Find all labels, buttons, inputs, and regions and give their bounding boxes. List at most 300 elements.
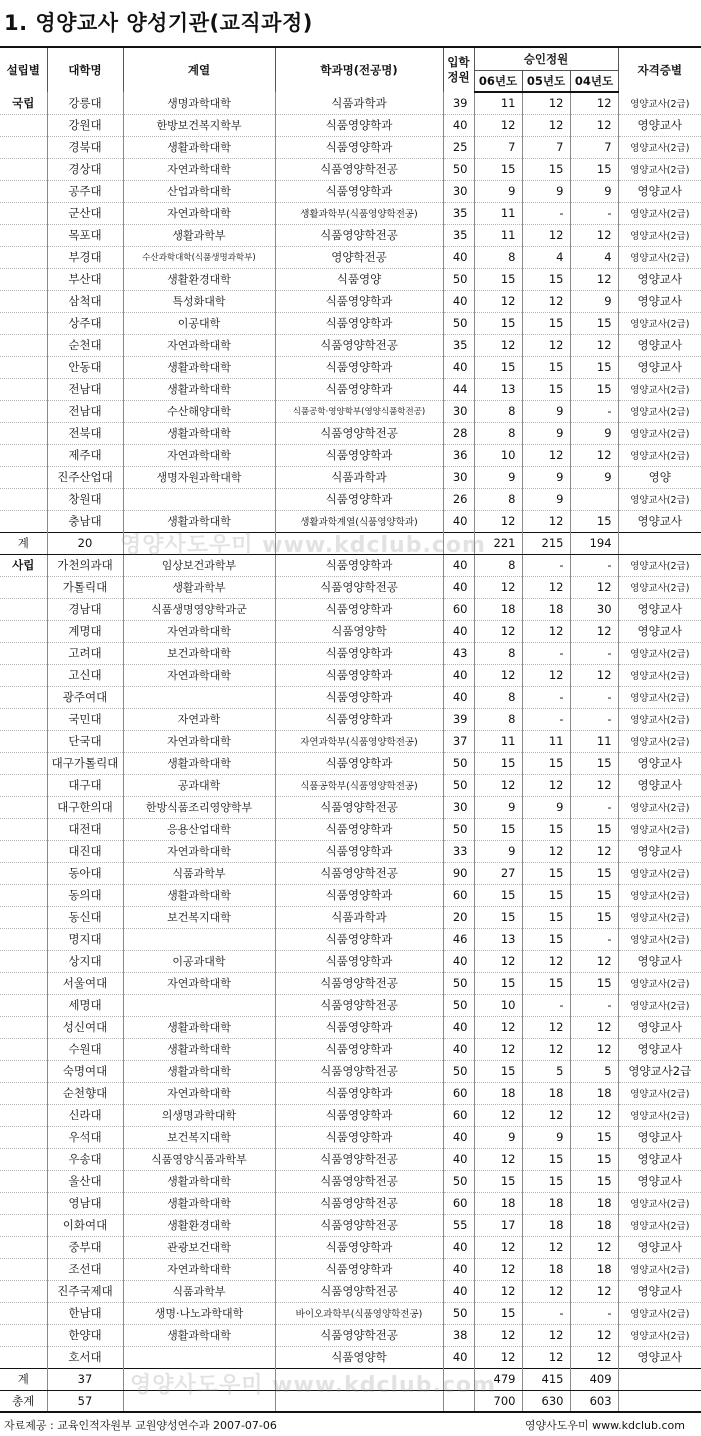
cell-type: [0, 290, 47, 312]
cell-quota: 38: [443, 1324, 474, 1346]
cell-quota: 50: [443, 312, 474, 334]
cell-approved-05: 15: [522, 972, 570, 994]
cell-university: 상지대: [47, 950, 123, 972]
cell-approved-04: 12: [570, 950, 618, 972]
cell-department: 식품영양학전공: [275, 1192, 443, 1214]
cell-university: 경상대: [47, 158, 123, 180]
cell-quota: 55: [443, 1214, 474, 1236]
cell-approved-06: 12: [474, 1038, 522, 1060]
cell-department: 식품영양학전공: [275, 158, 443, 180]
cell-university: 성신여대: [47, 1016, 123, 1038]
cell-approved-04: 15: [570, 862, 618, 884]
cell-college: 생활과학대학: [123, 1324, 275, 1346]
cell-quota: 90: [443, 862, 474, 884]
cell-type: [0, 950, 47, 972]
table-row: [0, 466, 701, 488]
cell-approved-05: 9: [522, 488, 570, 510]
cell-university: 우송대: [47, 1148, 123, 1170]
cell-college: 생활과학대학: [123, 510, 275, 532]
cell-approved-04: 4: [570, 246, 618, 268]
cell-approved-05: 15: [522, 312, 570, 334]
cell-quota: 30: [443, 180, 474, 202]
cell-quota: 40: [443, 510, 474, 532]
cell-department: 영양학전공: [275, 246, 443, 268]
cell-approved-04: 12: [570, 664, 618, 686]
cell-university: 경남대: [47, 598, 123, 620]
cell-approved-05: 12: [522, 1280, 570, 1302]
cell-university: 숙명여대: [47, 1060, 123, 1082]
cell-college: 자연과학대학: [123, 730, 275, 752]
cell-quota: 40: [443, 356, 474, 378]
cell-certificate: 영양교사: [618, 1148, 701, 1170]
cell-university: 동아대: [47, 862, 123, 884]
table-row: [0, 1170, 701, 1192]
cell-approved-06: 8: [474, 422, 522, 444]
cell-quota: 40: [443, 1016, 474, 1038]
cell-approved-05: 415: [522, 1368, 570, 1390]
cell-college: 산업과학대학: [123, 180, 275, 202]
cell-department: 식품영양학과: [275, 1258, 443, 1280]
table-body: [0, 92, 701, 1412]
cell-type: [0, 862, 47, 884]
cell-college: 생활과학대학: [123, 1192, 275, 1214]
cell-department: 식품영양학과: [275, 136, 443, 158]
cell-approved-04: 7: [570, 136, 618, 158]
cell-department: 식품영양학과: [275, 290, 443, 312]
cell-type: [0, 224, 47, 246]
cell-department: 식품영양학전공: [275, 334, 443, 356]
cell-quota: 40: [443, 664, 474, 686]
cell-approved-06: 15: [474, 158, 522, 180]
cell-approved-06: 700: [474, 1390, 522, 1412]
cell-certificate: 영양교사(2급): [618, 202, 701, 224]
cell-type: [0, 136, 47, 158]
cell-university: 경북대: [47, 136, 123, 158]
header-university: 대학명: [47, 47, 123, 92]
cell-certificate: 영양교사: [618, 356, 701, 378]
cell-quota: 26: [443, 488, 474, 510]
cell-approved-05: 12: [522, 92, 570, 114]
cell-type: [0, 158, 47, 180]
cell-quota: 40: [443, 246, 474, 268]
cell-approved-04: 603: [570, 1390, 618, 1412]
cell-department: 식품영양학과: [275, 356, 443, 378]
cell-approved-06: 17: [474, 1214, 522, 1236]
table-row: [0, 576, 701, 598]
cell-type: [0, 1236, 47, 1258]
cell-department: 식품영양학과: [275, 1104, 443, 1126]
cell-approved-06: 11: [474, 730, 522, 752]
cell-approved-04: 15: [570, 378, 618, 400]
cell-university: 영남대: [47, 1192, 123, 1214]
cell-college: [123, 1390, 275, 1412]
cell-department: 식품영양학전공: [275, 576, 443, 598]
cell-department: 식품영양학과: [275, 444, 443, 466]
cell-university: 우석대: [47, 1126, 123, 1148]
cell-college: 생활환경대학: [123, 1214, 275, 1236]
cell-type: [0, 708, 47, 730]
cell-quota: 25: [443, 136, 474, 158]
table-row: [0, 708, 701, 730]
cell-certificate: 영양교사: [618, 1038, 701, 1060]
cell-approved-04: 15: [570, 312, 618, 334]
cell-quota: 44: [443, 378, 474, 400]
cell-certificate: 영양교사: [618, 1236, 701, 1258]
cell-department: 식품영양학: [275, 1346, 443, 1368]
cell-university: 삼척대: [47, 290, 123, 312]
cell-college: 식품생명영양학과군: [123, 598, 275, 620]
cell-approved-05: 12: [522, 1324, 570, 1346]
cell-university: 동의대: [47, 884, 123, 906]
table-row: [0, 356, 701, 378]
cell-department: 식품영양학과: [275, 686, 443, 708]
cell-type: 총계: [0, 1390, 47, 1412]
cell-approved-05: 15: [522, 884, 570, 906]
cell-quota: 50: [443, 1060, 474, 1082]
total-row: [0, 1368, 701, 1390]
cell-university: 신라대: [47, 1104, 123, 1126]
cell-certificate: 영양교사2급: [618, 1060, 701, 1082]
cell-approved-05: -: [522, 642, 570, 664]
cell-quota: 60: [443, 598, 474, 620]
cell-quota: 60: [443, 884, 474, 906]
table-row: [0, 1236, 701, 1258]
cell-certificate: 영양교사(2급): [618, 378, 701, 400]
cell-approved-04: 12: [570, 1104, 618, 1126]
table-row: [0, 884, 701, 906]
cell-approved-04: -: [570, 1302, 618, 1324]
cell-university: 대구대: [47, 774, 123, 796]
cell-type: [0, 466, 47, 488]
cell-certificate: 영양교사(2급): [618, 312, 701, 334]
cell-approved-05: 12: [522, 840, 570, 862]
cell-certificate: 영양교사: [618, 1126, 701, 1148]
cell-certificate: 영양교사: [618, 1280, 701, 1302]
cell-approved-06: 8: [474, 554, 522, 576]
cell-type: 계: [0, 532, 47, 554]
cell-approved-05: 15: [522, 356, 570, 378]
cell-department: 식품영양학과: [275, 114, 443, 136]
table-row: [0, 928, 701, 950]
cell-university: 동신대: [47, 906, 123, 928]
cell-certificate: 영양: [618, 466, 701, 488]
cell-quota: 43: [443, 642, 474, 664]
cell-college: 자연과학대학: [123, 620, 275, 642]
cell-quota: 40: [443, 290, 474, 312]
cell-quota: 50: [443, 774, 474, 796]
cell-certificate: 영양교사(2급): [618, 884, 701, 906]
cell-type: [0, 114, 47, 136]
cell-university: 한남대: [47, 1302, 123, 1324]
cell-approved-05: -: [522, 994, 570, 1016]
cell-approved-06: 15: [474, 906, 522, 928]
cell-certificate: 영양교사: [618, 510, 701, 532]
cell-university: 대전대: [47, 818, 123, 840]
cell-approved-04: 12: [570, 620, 618, 642]
cell-quota: [443, 1390, 474, 1412]
cell-type: [0, 1170, 47, 1192]
cell-approved-04: 18: [570, 1258, 618, 1280]
table-row: [0, 312, 701, 334]
cell-approved-06: 18: [474, 1192, 522, 1214]
table-row: [0, 400, 701, 422]
cell-approved-06: 15: [474, 1302, 522, 1324]
cell-university: 20: [47, 532, 123, 554]
cell-certificate: 영양교사: [618, 1346, 701, 1368]
cell-university: 호서대: [47, 1346, 123, 1368]
cell-type: [0, 180, 47, 202]
cell-approved-06: 13: [474, 928, 522, 950]
cell-type: [0, 246, 47, 268]
cell-quota: 40: [443, 576, 474, 598]
cell-department: 식품영양학전공: [275, 1324, 443, 1346]
total-row: [0, 532, 701, 554]
cell-approved-04: 12: [570, 1038, 618, 1060]
cell-department: 식품영양: [275, 268, 443, 290]
watermark: 영양사도우미 www.kdclub.com: [130, 1373, 496, 1398]
cell-certificate: 영양교사(2급): [618, 994, 701, 1016]
cell-approved-04: 15: [570, 818, 618, 840]
cell-university: 대진대: [47, 840, 123, 862]
cell-approved-04: -: [570, 642, 618, 664]
cell-certificate: 영양교사(2급): [618, 1192, 701, 1214]
cell-certificate: 영양교사: [618, 1016, 701, 1038]
cell-certificate: [618, 1368, 701, 1390]
cell-certificate: 영양교사(2급): [618, 554, 701, 576]
cell-quota: 50: [443, 1170, 474, 1192]
table-row: [0, 334, 701, 356]
cell-approved-06: 15: [474, 972, 522, 994]
cell-department: 식품공학부(식품영양학전공): [275, 774, 443, 796]
cell-quota: 35: [443, 202, 474, 224]
cell-approved-04: 18: [570, 1082, 618, 1104]
cell-certificate: 영양교사(2급): [618, 488, 701, 510]
table-row: [0, 950, 701, 972]
site-credit: 영양사도우미 www.kdclub.com: [524, 1419, 685, 1432]
cell-quota: 40: [443, 1126, 474, 1148]
cell-quota: [443, 532, 474, 554]
cell-college: 자연과학대학: [123, 444, 275, 466]
cell-type: [0, 1192, 47, 1214]
table-row: [0, 268, 701, 290]
cell-department: 식품영양학전공: [275, 1214, 443, 1236]
cell-quota: 60: [443, 1192, 474, 1214]
cell-approved-06: 10: [474, 444, 522, 466]
table-row: [0, 488, 701, 510]
cell-approved-06: 15: [474, 1060, 522, 1082]
table-row: [0, 994, 701, 1016]
cell-department: 식품영양학과: [275, 554, 443, 576]
cell-university: 가톨릭대: [47, 576, 123, 598]
cell-college: 자연과학대학: [123, 1258, 275, 1280]
cell-quota: 40: [443, 114, 474, 136]
cell-approved-05: 12: [522, 1038, 570, 1060]
cell-college: [123, 686, 275, 708]
cell-approved-06: 12: [474, 1016, 522, 1038]
cell-approved-05: 15: [522, 158, 570, 180]
cell-certificate: 영양교사(2급): [618, 1104, 701, 1126]
cell-college: 생활과학대학: [123, 752, 275, 774]
cell-type: [0, 1302, 47, 1324]
cell-type: [0, 268, 47, 290]
cell-department: 식품공학·영양학부(영양식품학전공): [275, 400, 443, 422]
cell-college: 생활과학부: [123, 224, 275, 246]
table-row: [0, 686, 701, 708]
cell-type: [0, 576, 47, 598]
table-row: [0, 1214, 701, 1236]
cell-approved-06: 8: [474, 686, 522, 708]
cell-approved-06: 18: [474, 1082, 522, 1104]
cell-approved-04: 12: [570, 1016, 618, 1038]
cell-type: [0, 356, 47, 378]
cell-type: [0, 1104, 47, 1126]
cell-department: 식품영양학전공: [275, 1148, 443, 1170]
cell-type: [0, 1016, 47, 1038]
cell-approved-05: 15: [522, 928, 570, 950]
cell-approved-04: 15: [570, 752, 618, 774]
cell-approved-04: 12: [570, 774, 618, 796]
cell-quota: 50: [443, 268, 474, 290]
table-row: [0, 510, 701, 532]
source-note: 자료제공 : 교육인적자원부 교원양성연수과 2007-07-06: [4, 1419, 277, 1432]
cell-quota: 50: [443, 158, 474, 180]
cell-type: 국립: [0, 92, 47, 114]
cell-approved-06: 12: [474, 576, 522, 598]
cell-university: 강원대: [47, 114, 123, 136]
cell-approved-05: 12: [522, 774, 570, 796]
cell-certificate: 영양교사: [618, 950, 701, 972]
cell-approved-04: 12: [570, 444, 618, 466]
cell-approved-05: 18: [522, 1082, 570, 1104]
cell-department: 생활과학계열(식품영양학과): [275, 510, 443, 532]
cell-university: 대구가톨릭대: [47, 752, 123, 774]
cell-college: 식품과학부: [123, 862, 275, 884]
cell-approved-06: 9: [474, 840, 522, 862]
cell-type: [0, 598, 47, 620]
page-title: 1. 영양교사 양성기관(교직과정): [4, 11, 313, 35]
cell-university: 부산대: [47, 268, 123, 290]
cell-department: 식품영양학과: [275, 1016, 443, 1038]
cell-quota: 60: [443, 1104, 474, 1126]
cell-approved-05: 18: [522, 1258, 570, 1280]
cell-certificate: 영양교사(2급): [618, 444, 701, 466]
cell-type: [0, 884, 47, 906]
cell-quota: 40: [443, 1148, 474, 1170]
cell-certificate: 영양교사: [618, 752, 701, 774]
table-row: [0, 202, 701, 224]
table-row: [0, 180, 701, 202]
cell-quota: 35: [443, 224, 474, 246]
cell-college: 생활과학대학: [123, 1170, 275, 1192]
cell-approved-06: 15: [474, 884, 522, 906]
cell-approved-06: 8: [474, 246, 522, 268]
cell-college: [123, 994, 275, 1016]
cell-university: 이화여대: [47, 1214, 123, 1236]
cell-department: 식품영양학과: [275, 708, 443, 730]
cell-university: 세명대: [47, 994, 123, 1016]
table-row: [0, 92, 701, 114]
cell-university: 울산대: [47, 1170, 123, 1192]
table-row: [0, 1346, 701, 1368]
cell-type: [0, 928, 47, 950]
cell-university: 57: [47, 1390, 123, 1412]
cell-certificate: 영양교사(2급): [618, 1302, 701, 1324]
cell-approved-06: 12: [474, 950, 522, 972]
cell-type: [0, 1060, 47, 1082]
cell-approved-06: 15: [474, 752, 522, 774]
table-row: [0, 752, 701, 774]
cell-certificate: 영양교사(2급): [618, 92, 701, 114]
cell-university: 진주국제대: [47, 1280, 123, 1302]
table-row: [0, 598, 701, 620]
cell-department: 바이오과학부(식품영양학전공): [275, 1302, 443, 1324]
cell-quota: 40: [443, 686, 474, 708]
table-row: [0, 1016, 701, 1038]
cell-quota: 40: [443, 1346, 474, 1368]
cell-certificate: 영양교사(2급): [618, 862, 701, 884]
cell-approved-05: 15: [522, 268, 570, 290]
cell-approved-04: 15: [570, 158, 618, 180]
cell-approved-05: 15: [522, 378, 570, 400]
cell-department: 식품영양학전공: [275, 422, 443, 444]
cell-certificate: 영양교사(2급): [618, 642, 701, 664]
cell-approved-05: 18: [522, 598, 570, 620]
cell-quota: 40: [443, 1236, 474, 1258]
cell-college: 보건복지대학: [123, 1126, 275, 1148]
cell-college: 응용산업대학: [123, 818, 275, 840]
cell-quota: 40: [443, 620, 474, 642]
cell-quota: 40: [443, 1038, 474, 1060]
cell-approved-06: 12: [474, 1148, 522, 1170]
cell-type: [0, 840, 47, 862]
cell-approved-04: 9: [570, 180, 618, 202]
cell-type: [0, 334, 47, 356]
header-certificate: 자격증별: [618, 47, 701, 92]
cell-certificate: [618, 532, 701, 554]
cell-certificate: 영양교사(2급): [618, 400, 701, 422]
cell-type: 사립: [0, 554, 47, 576]
cell-approved-04: 15: [570, 510, 618, 532]
cell-university: 국민대: [47, 708, 123, 730]
cell-college: 특성화대학: [123, 290, 275, 312]
cell-approved-06: 12: [474, 290, 522, 312]
table-row: [0, 114, 701, 136]
cell-department: [275, 1390, 443, 1412]
cell-college: 생활과학대학: [123, 1016, 275, 1038]
cell-certificate: 영양교사(2급): [618, 730, 701, 752]
cell-approved-04: 9: [570, 290, 618, 312]
cell-approved-04: 18: [570, 1214, 618, 1236]
cell-approved-06: 8: [474, 488, 522, 510]
cell-approved-05: 12: [522, 334, 570, 356]
cell-university: 제주대: [47, 444, 123, 466]
cell-college: 자연과학대학: [123, 664, 275, 686]
cell-approved-05: 12: [522, 510, 570, 532]
cell-approved-05: 12: [522, 114, 570, 136]
cell-approved-06: 11: [474, 224, 522, 246]
cell-certificate: 영양교사: [618, 268, 701, 290]
cell-department: 식품영양학과: [275, 884, 443, 906]
cell-department: 식품과학과: [275, 92, 443, 114]
cell-university: 전남대: [47, 378, 123, 400]
cell-approved-04: -: [570, 202, 618, 224]
cell-quota: 37: [443, 730, 474, 752]
cell-approved-04: 15: [570, 356, 618, 378]
cell-quota: 30: [443, 796, 474, 818]
table-row: [0, 774, 701, 796]
cell-college: 자연과학대학: [123, 840, 275, 862]
cell-university: 고신대: [47, 664, 123, 686]
